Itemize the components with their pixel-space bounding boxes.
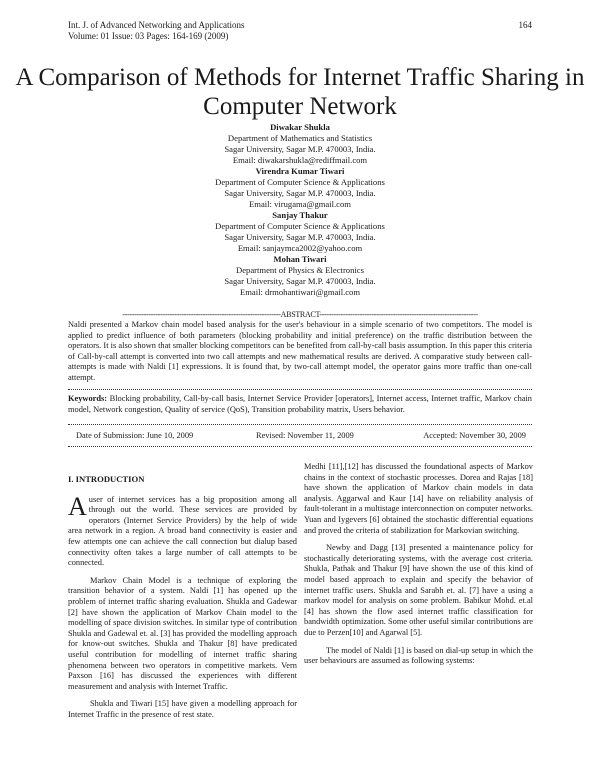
running-header — [68, 20, 244, 42]
author-email: Email: diwakarshukla@rediffmail.com — [232, 155, 368, 165]
author-dept: Department of Mathematics and Statistics — [227, 133, 373, 143]
page-number: 164 — [518, 20, 532, 30]
divider — [68, 389, 532, 390]
paper-title: A Comparison of Methods for Internet Traffic Sharing in Computer Network — [15, 64, 585, 120]
date-accepted: Accepted: November 30, 2009 — [423, 431, 526, 440]
paragraph: Medhi [11],[12] has discussed the foundational aspects of Markov chains in the context of stochastic processes. Dorea and Rajas [18] have shown the application of Markov chain models in data analysis. Aggarwal and Kaur [14] have on reliability analysis of fault-tolerant in a multistage interconnection on computer networks. Yuan and Iygevers [6] obtained the stochastic differential equations and proved the criteria of stabilization for Markovian switching. — [304, 462, 533, 535]
abstract-heading: -------------------------------------------------------------------ABSTRACT------------------------------------------------------------------- — [122, 310, 478, 319]
author-name: Virendra Kumar Tiwari — [255, 166, 345, 176]
author-dept: Department of Computer Science & Applications — [215, 177, 385, 187]
author-address: Sagar University, Sagar M.P. 470003, India. — [224, 232, 376, 242]
keywords — [68, 394, 532, 415]
left-column — [68, 474, 297, 727]
author-name: Mohan Tiwari — [273, 254, 327, 264]
journal-name: Int. J. of Advanced Networking and Applications — [68, 20, 245, 30]
date-revised: Revised: November 11, 2009 — [256, 431, 354, 440]
journal-volume: Volume: 01 Issue: 03 Pages: 164-169 (2009) — [68, 31, 229, 41]
drop-cap: A — [68, 491, 87, 521]
author-name: Sanjay Thakur — [272, 210, 328, 220]
author-email: Email: drmohantiwari@gmail.com — [239, 287, 361, 297]
paragraph: Markov Chain Model is a technique of exploring the transition behavior of a system. Naldi [1] has opened up the problem of internet traffic sharing evaluation. Shukla and Gadewar [2] have shown the application of Markov Chain model to the modelling of space division switches. In similar type of contribution Shukla and Gadewal et. al. [3] has provided the modelling approach for know-out switches. Shukla and Thakur [8] have predicated useful contribution for modelling of internet traffic sharing phenomena between two operators in competitive markets. Vern Paxson [16] has discussed the experiences with different measurement and analysis with Internet Traffic. — [68, 575, 297, 691]
paragraph-text: user of internet services has a big proposition among all through out the world. These services are provided by operators (Internet Service Providers) by the help of wide area network in a region. A broad band connectivity is easier and few attempts one can achieve the call connection but dialup based connectivity often takes a large number of call attempts to be connected. — [68, 494, 297, 568]
keywords-text: Blocking probability, Call-by-call basis, Internet Service Provider [operators], Internet access, Internet traffic, Markov chain model, Network congestion, Quality of service (QoS), Transition probability matrix, Users behavior. — [68, 394, 532, 414]
abstract-text: Naldi presented a Markov chain model based analysis for the user's behaviour in a simple scenario of two competitors. The model is applied to predict influence of both parameters (blocking probability and initial preference) on the traffic distribution between the operators. It is also shown that smaller blocking competitors can be benefited from call-by-call basis assumption. In this paper this criteria of Call-by-call attempt is converted into two call attempts and new mathematical results are derived. A comparative study between call-attempts is made with Naldi [1] expressions. It is found that, by two-call attempt model, the operator gains more traffic than one-call attempt. — [68, 320, 532, 382]
divider — [68, 424, 532, 425]
author-dept: Department of Physics & Electronics — [236, 265, 364, 275]
author-address: Sagar University, Sagar M.P. 470003, India. — [224, 188, 376, 198]
paragraph: Shukla and Tiwari [15] have given a modelling approach for Internet Traffic in the presence of rest state. — [68, 699, 297, 719]
paragraph — [68, 491, 297, 569]
author-block — [0, 122, 600, 298]
author-entry — [0, 122, 600, 166]
divider — [68, 446, 532, 447]
paragraph: The model of Naldi [1] is based on dial-up setup in which the user behaviours are assumed as following systems: — [304, 645, 533, 666]
date-submitted: Date of Submission: June 10, 2009 — [76, 431, 194, 440]
section-heading: I. INTRODUCTION — [68, 474, 145, 484]
author-address: Sagar University, Sagar M.P. 470003, India. — [224, 276, 376, 286]
author-entry — [0, 210, 600, 254]
author-entry — [0, 166, 600, 210]
right-column — [304, 462, 533, 674]
author-entry — [0, 254, 600, 298]
author-name: Diwakar Shukla — [270, 122, 330, 132]
author-email: Email: virugama@gmail.com — [249, 199, 351, 209]
keywords-label: Keywords: — [68, 394, 108, 403]
paragraph: Newby and Dagg [13] presented a maintenance policy for stochastically deteriorating systems, with the average cost criteria. Shukla, Pathak and Thakur [9] have shown the use of this kind of model based approach to explain and specify the behavior of internet traffic users. Shukla and Sarabh et. al. [7] have a using a markov model for analysis on some problem. Babikur Mohd. et.al [4] has shown the flow ased internet traffic classification for bandwidth optimization. Some other useful similar contributions are due to Perzen[10] and Agarwal [5]. — [304, 543, 533, 637]
author-address: Sagar University, Sagar M.P. 470003, India. — [224, 144, 376, 154]
author-dept: Department of Computer Science & Applications — [215, 221, 385, 231]
author-email: Email: sanjaymca2002@yahoo.com — [237, 243, 363, 253]
